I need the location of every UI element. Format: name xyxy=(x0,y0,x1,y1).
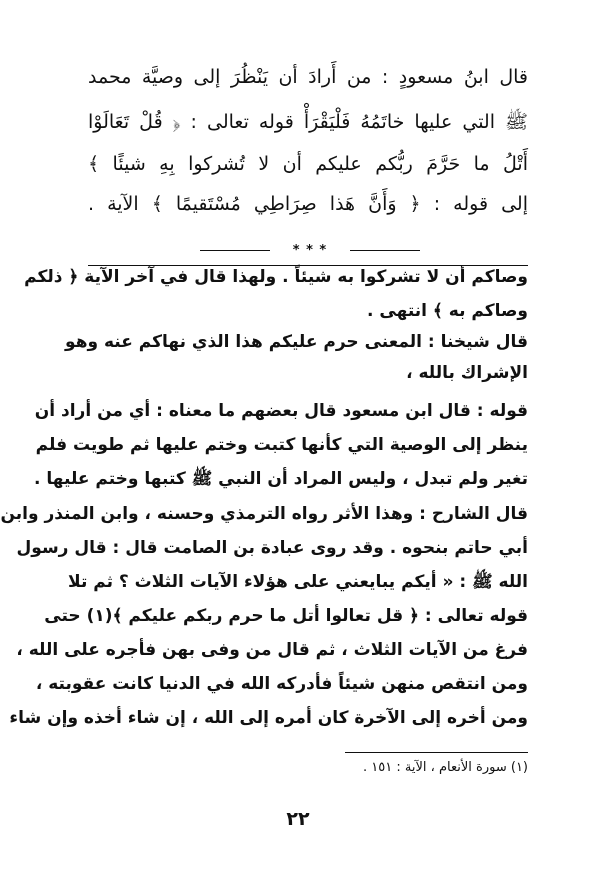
footnote: (١) سورة الأنعام ، الآية : ١٥١ . xyxy=(363,760,528,775)
divider-line-left xyxy=(200,250,270,251)
section-divider xyxy=(200,240,420,260)
sharh-line: الله ﷺ : « أيكم يبايعني على هؤلاء الآيات الثلاث ؟ ثم تلا xyxy=(68,572,528,592)
sharh-line: قال شيخنا : المعنى حرم عليكم هذا الذي نهاكم عنه وهو xyxy=(65,332,528,352)
matn-line: أَتْلُ ما حَرَّمَ ربُّكم عليكم أن لا تُشركوا بِهِ شيئًا ﴾ xyxy=(88,153,528,175)
matn-line: إلى قوله : ﴿ وَأَنَّ هَذا صِرَاطِي مُسْتَقيمًا ﴾ الآية . xyxy=(88,193,528,215)
sharh-line: الإشراك بالله ، xyxy=(406,363,528,383)
sharh-line: قال الشارح : وهذا الأثر رواه الترمذي وحسنه ، وابن المنذر وابن xyxy=(0,504,528,524)
page-number: ٢٢ xyxy=(286,808,310,830)
sharh-line: ومن أخره إلى الآخرة كان أمره إلى الله ، إن شاء أخذه وإن شاء xyxy=(9,708,528,728)
sharh-line: قوله تعالى : ﴿ قل تعالوا أتل ما حرم ربكم عليكم ﴾(١) حتى xyxy=(44,606,528,626)
divider-line-right xyxy=(350,250,420,251)
matn-line: ﷺ التي عليها خاتَمُهُ فَلْيَقْرَأْ قوله تعالى : ﴿ قُلْ تَعَالَوْا xyxy=(88,111,528,133)
divider-stars: * * * xyxy=(292,242,328,258)
sharh-line: تغير ولم تبدل ، وليس المراد أن النبي ﷺ كتبها وختم عليها . xyxy=(34,469,528,489)
footnote-rule xyxy=(345,752,528,753)
sharh-line: وصاكم أن لا تشركوا به شيئاً . ولهذا قال في آخر الآية ﴿ ذلكم xyxy=(24,267,528,287)
sharh-line: أبي حاتم بنحوه . وقد روى عبادة بن الصامت قال : قال رسول xyxy=(16,538,528,558)
sharh-line: فرغ من الآيات الثلاث ، ثم قال من وفى بهن فأجره على الله ، xyxy=(16,640,528,660)
sharh-line: قوله : قال ابن مسعود قال بعضهم ما معناه : أي من أراد أن xyxy=(34,401,528,421)
sharh-line: ينظر إلى الوصية التي كأنها كتبت وختم عليها ثم طويت فلم xyxy=(35,435,528,455)
matn-line: قال ابنُ مسعودٍ : من أَرادَ أن يَنْظُرَ إلى وصيَّة محمد xyxy=(88,66,528,88)
sharh-line: وصاكم به ﴾ انتهى . xyxy=(367,301,528,321)
sharh-line: ومن انتقص منهن شيئاً فأدركه الله في الدنيا كانت عقوبته ، xyxy=(35,674,528,694)
